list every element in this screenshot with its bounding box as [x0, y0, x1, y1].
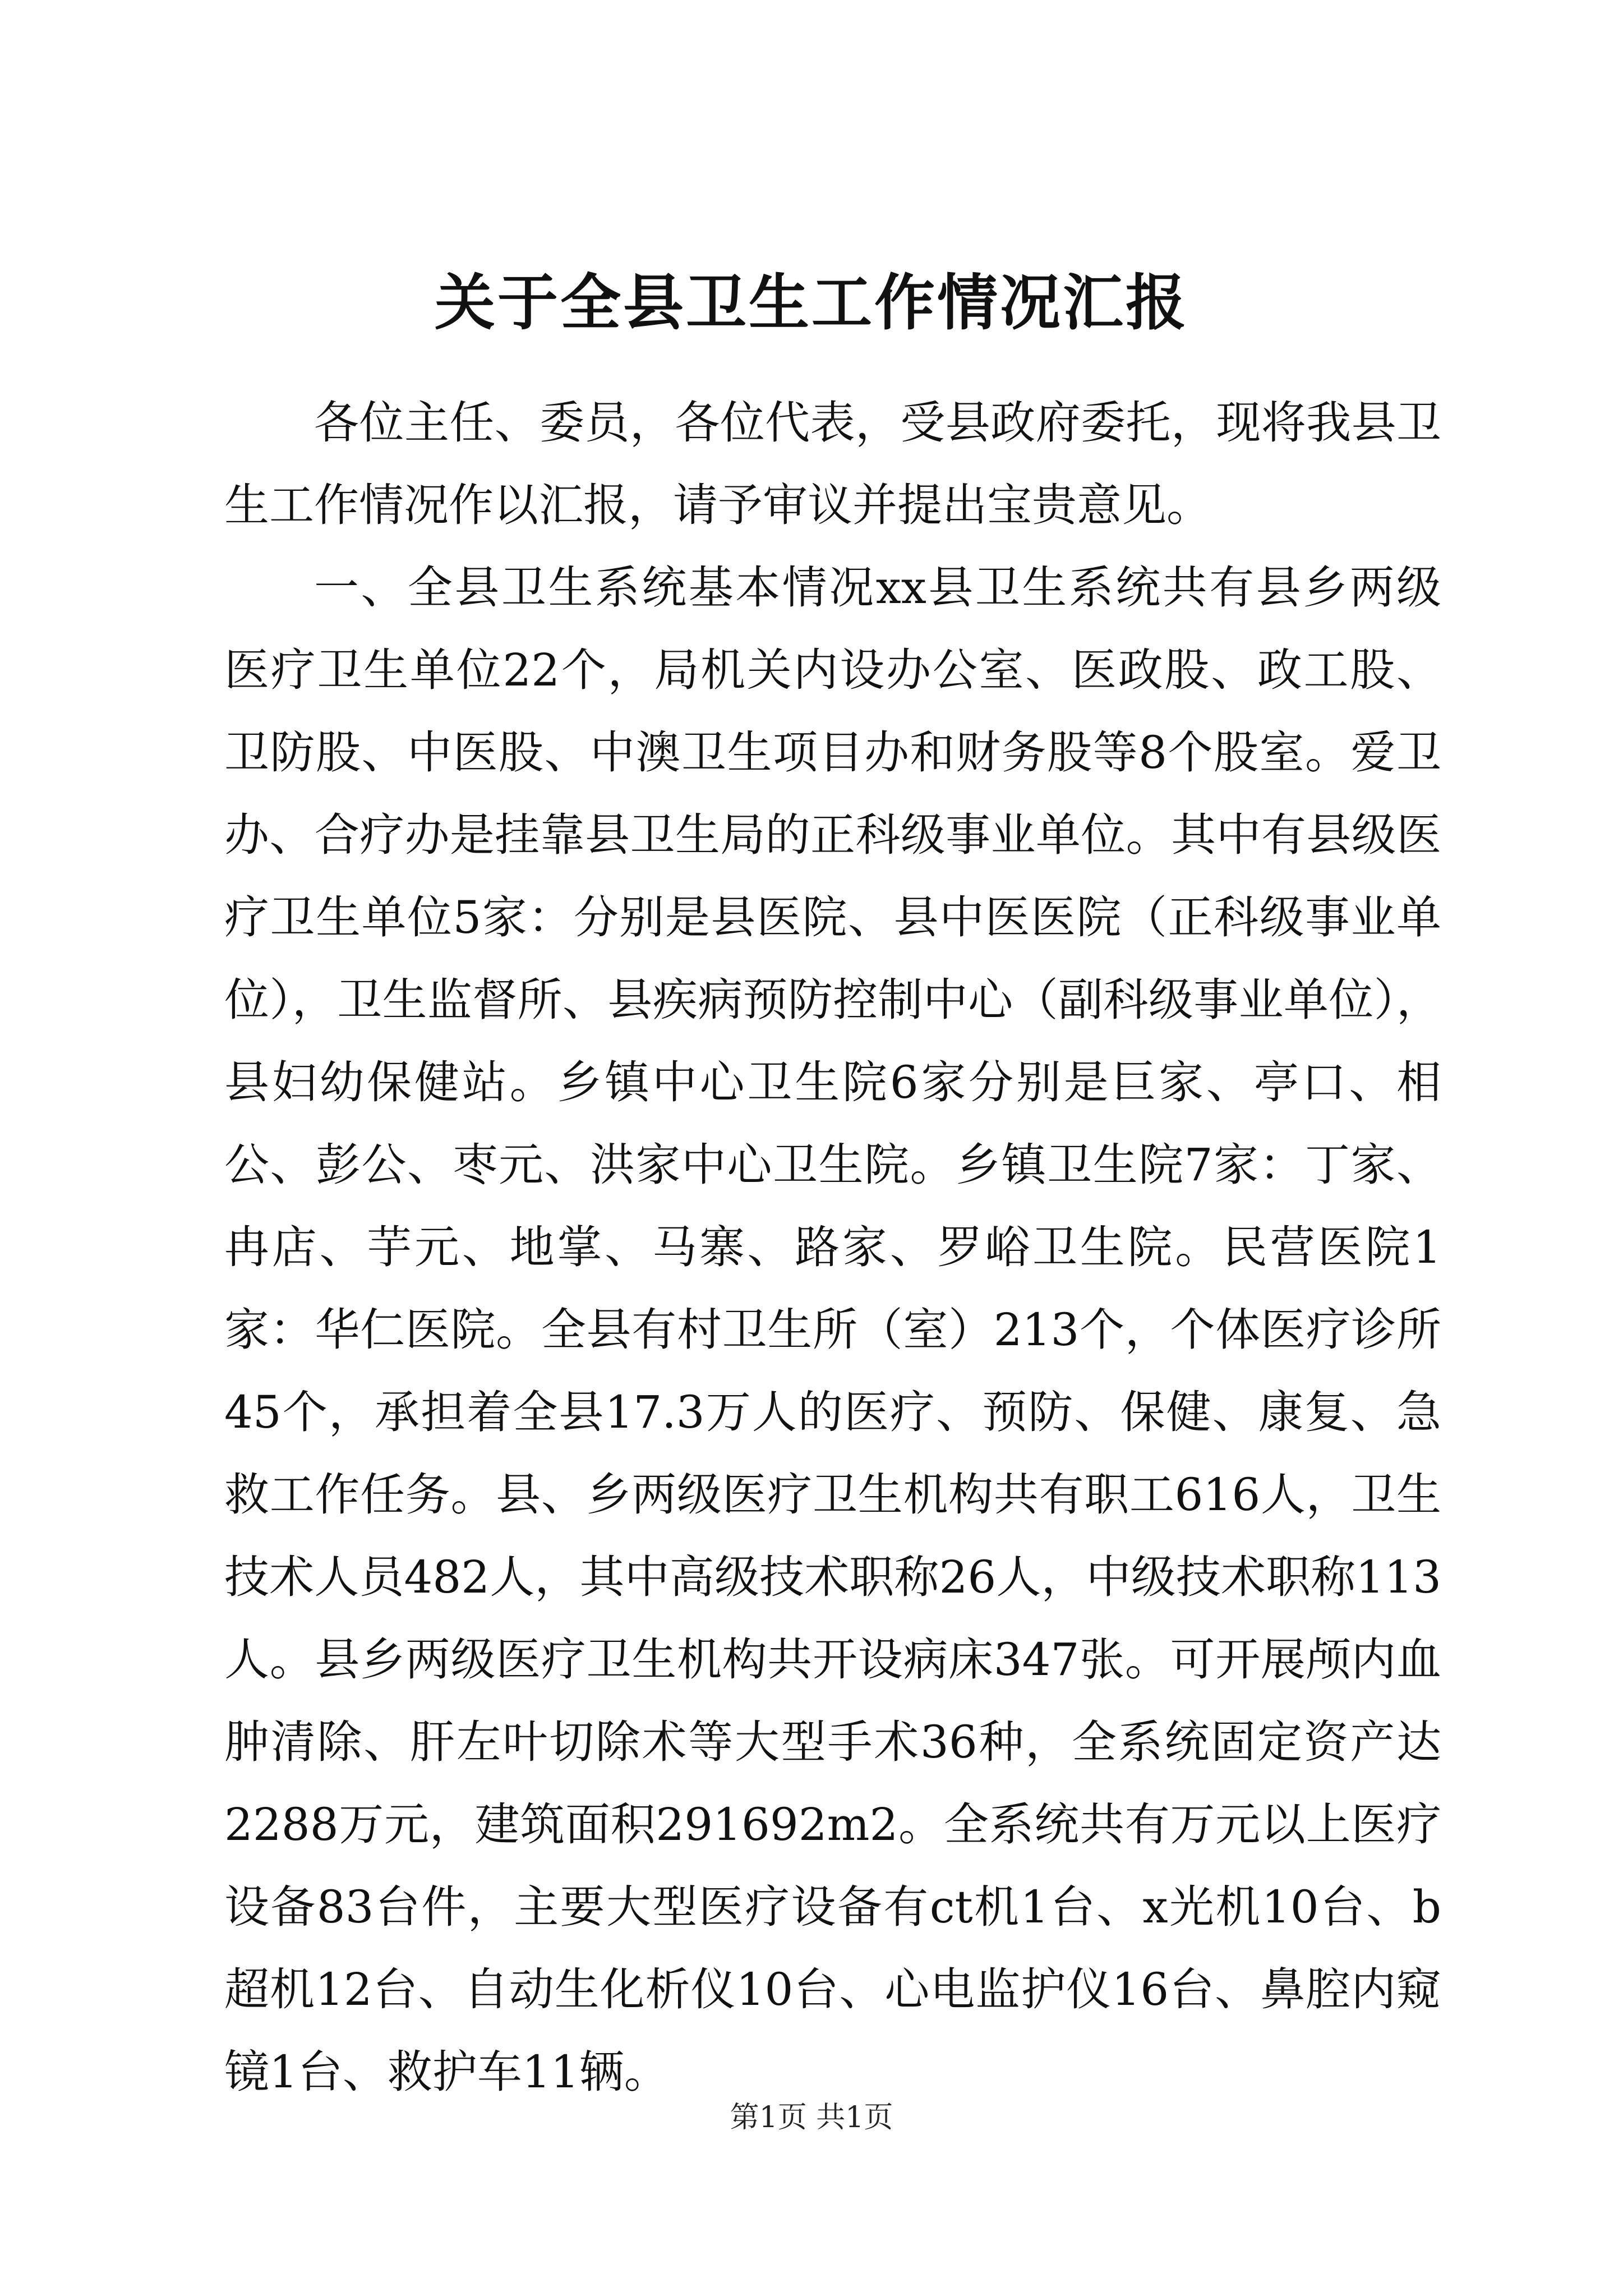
- document-title: 关于全县卫生工作情况汇报: [434, 268, 1188, 338]
- intro-paragraph: 各位主任、委员，各位代表，受县政府委托，现将我县卫生工作情况作以汇报，请予审议并提出宝贵意见。: [224, 397, 1441, 531]
- section-one-paragraph: 一、全县卫生系统基本情况xx县卫生系统共有县乡两级医疗卫生单位22个，局机关内设办公室、医政股、政工股、卫防股、中医股、中澳卫生项目办和财务股等8个股室。爱卫办、合疗办是挂靠县卫生局的正科级事业单位。其中有县级医疗卫生单位5家：分别是县医院、县中医医院（正科级事业单位），卫生监督所、县疾病预防控制中心（副科级事业单位），县妇幼保健站。乡镇中心卫生院6家分别是巨家、亭口、相公、彭公、枣元、洪家中心卫生院。乡镇卫生院7家：丁家、冉店、芋元、地掌、马寨、路家、罗峪卫生院。民营医院1家：华仁医院。全县有村卫生所（室）213个，个体医疗诊所45个，承担着全县17.3万人的医疗、预防、保健、康复、急救工作任务。县、乡两级医疗卫生机构共有职工616人，卫生技术人员482人，其中高级技术职称26人，中级技术职称113人。县乡两级医疗卫生机构共开设病床347张。可开展颅内血肿清除、肝左叶切除术等大型手术36种，全系统固定资产达2288万元，建筑面积291692m2。全系统共有万元以上医疗设备83台件，主要大型医疗设备有ct机1台、x光机10台、b超机12台、自动生化析仪10台、心电监护仪16台、鼻腔内窥镜1台、救护车11辆。: [224, 562, 1441, 2098]
- page-number-footer: 第1页 共1页: [730, 2101, 893, 2134]
- document-body: [224, 381, 1441, 2113]
